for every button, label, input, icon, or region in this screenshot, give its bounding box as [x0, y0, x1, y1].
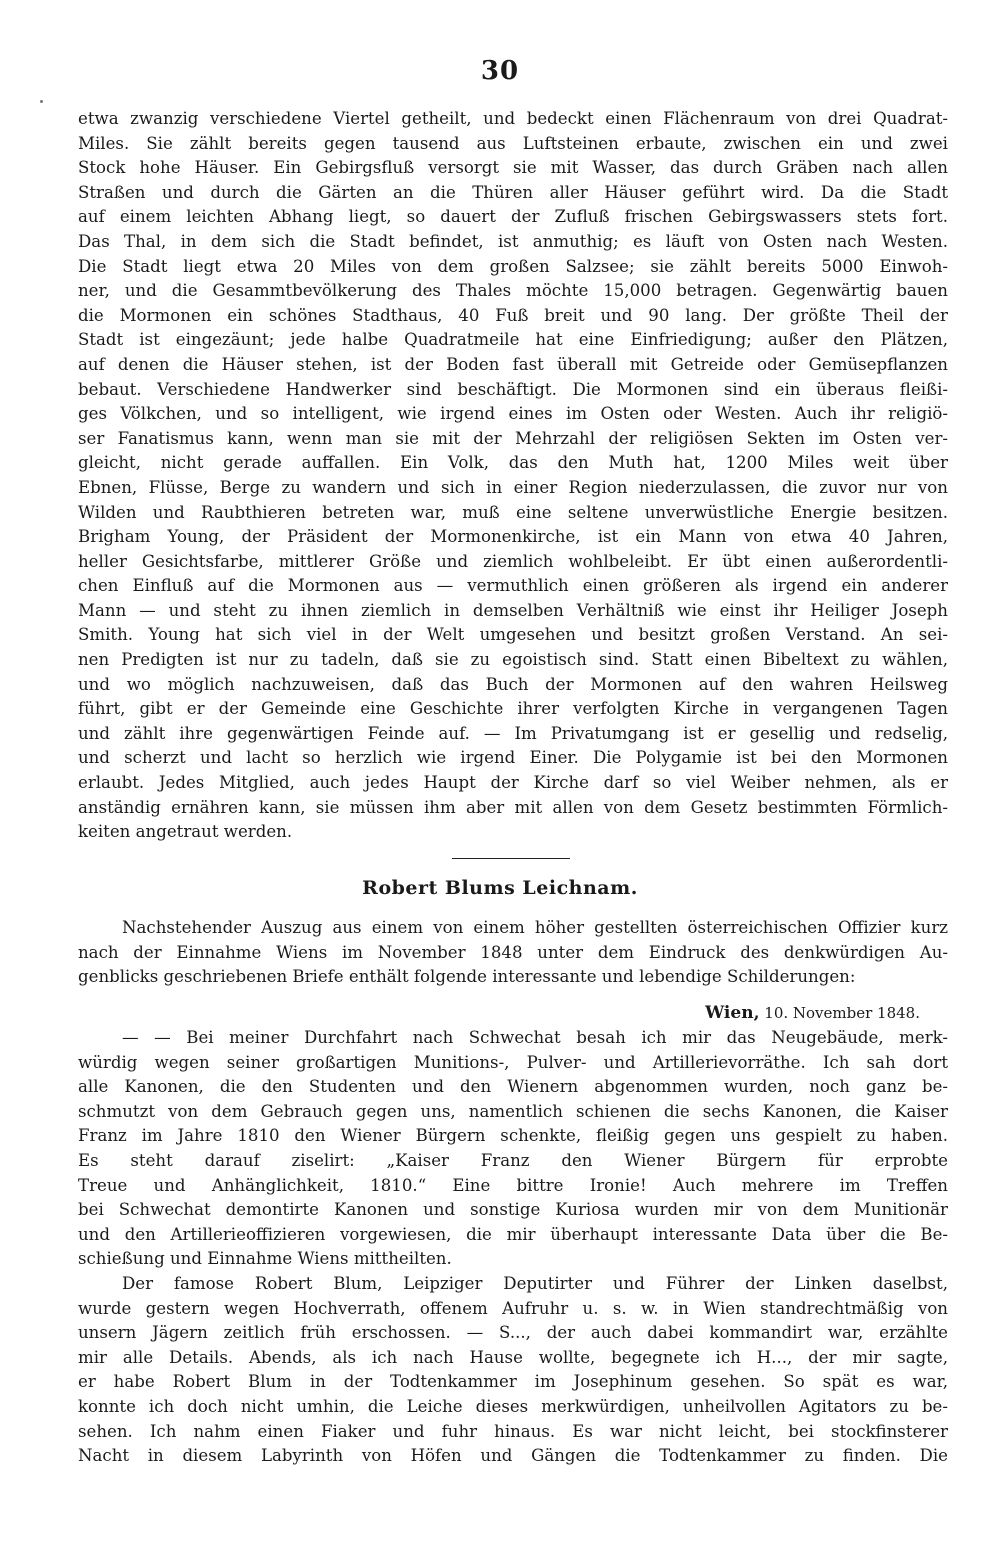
text-line: unsern Jägern zeitlich früh erschossen. — S..., der auch dabei kommandirt war, erzählte: [78, 1323, 948, 1343]
text-line: Der famose Robert Blum, Leipziger Deputirter und Führer der Linken daselbst,: [122, 1273, 948, 1293]
text-line: ges Völkchen, und so intelligent, wie irgend eines im Osten oder Westen. Auch ihr religiö-: [78, 404, 948, 424]
text-line: würdig wegen seiner großartigen Munitions-, Pulver- und Artillerievorräthe. Ich sah dort: [78, 1052, 948, 1072]
text-line: ner, und die Gesammtbevölkerung des Thales möchte 15,000 betragen. Gegenwärtig bauen: [78, 281, 948, 301]
text-line: Stadt ist eingezäunt; jede halbe Quadratmeile hat eine Einfriedigung; außer den Plätzen,: [78, 330, 948, 350]
text-line: auf denen die Häuser stehen, ist der Boden fast überall mit Getreide oder Gemüsepflanzen: [78, 354, 948, 374]
text-line: Treue und Anhänglichkeit, 1810.“ Eine bittre Ironie! Auch mehrere im Treffen: [78, 1175, 948, 1195]
text-line: Franz im Jahre 1810 den Wiener Bürgern schenkte, fleißig gegen uns gespielt zu haben.: [78, 1126, 948, 1146]
text-line: Miles. Sie zählt bereits gegen tausend aus Luftsteinen erbaute, zwischen ein und zwei: [78, 133, 948, 153]
letter-dateline: [705, 1003, 920, 1023]
text-line: führt, gibt er der Gemeinde eine Geschichte ihrer verfolgten Kirche in vergangenen Tagen: [78, 699, 948, 719]
text-line: und zählt ihre gegenwärtigen Feinde auf. — Im Privatumgang ist er gesellig und redselig,: [78, 723, 948, 743]
text-line: keiten angetraut werden.: [78, 822, 293, 842]
text-line: Es steht darauf ziselirt: „Kaiser Franz den Wiener Bürgern für erprobte: [78, 1150, 948, 1170]
text-line: Smith. Young hat sich viel in der Welt umgesehen und besitzt großen Verstand. An sei-: [78, 625, 948, 645]
section-divider: [452, 858, 570, 859]
text-line: er habe Robert Blum in der Todtenkammer im Josephinum gesehen. So spät es war,: [78, 1372, 948, 1392]
text-line: chen Einfluß auf die Mormonen aus — vermuthlich einen größeren als irgend ein anderer: [78, 576, 948, 596]
text-line: Nacht in diesem Labyrinth von Höfen und Gängen die Todtenkammer zu finden. Die: [78, 1446, 948, 1466]
article-continuation: [78, 107, 948, 845]
text-line: bei Schwechat demontirte Kanonen und sonstige Kuriosa wurden mir von dem Munitionär: [78, 1200, 948, 1220]
text-line: mir alle Details. Abends, als ich nach Hause wollte, begegnete ich H..., der mir sagte,: [78, 1347, 948, 1367]
text-line: Straßen und durch die Gärten an die Thüren aller Häuser geführt wird. Da die Stadt: [78, 182, 948, 202]
text-line: Nachstehender Auszug aus einem von einem höher gestellten österreichischen Offizier kurz: [122, 918, 948, 937]
text-line: Die Stadt liegt etwa 20 Miles von dem großen Salzsee; sie zählt bereits 5000 Einwoh-: [78, 256, 948, 276]
text-line: erlaubt. Jedes Mitglied, auch jedes Haupt der Kirche darf so viel Weiber nehmen, als er: [78, 773, 948, 793]
text-line: Ebnen, Flüsse, Berge zu wandern und sich in einer Region niederzulassen, die zuvor nur von: [78, 477, 948, 497]
text-line: auf einem leichten Abhang liegt, so dauert der Zufluß frischen Gebirgswassers stets fort.: [78, 207, 948, 227]
text-line: wurde gestern wegen Hochverrath, offenem Aufruhr u. s. w. in Wien standrechtmäßig von: [78, 1298, 948, 1318]
text-line: Das Thal, in dem sich die Stadt befindet, ist anmuthig; es läuft von Osten nach Westen.: [78, 231, 948, 251]
text-line: alle Kanonen, die den Studenten und den Wienern abgenommen wurden, noch ganz be-: [78, 1077, 948, 1097]
dateline-date: 10. November 1848.: [764, 1004, 920, 1022]
text-line: schießung und Einnahme Wiens mittheilten.: [78, 1249, 452, 1269]
text-line: nach der Einnahme Wiens im November 1848 unter dem Eindruck des denkwürdigen Au-: [78, 942, 948, 962]
text-line: Stock hohe Häuser. Ein Gebirgsfluß versorgt sie mit Wasser, das durch Gräben nach allen: [78, 158, 948, 178]
text-line: heller Gesichtsfarbe, mittlerer Größe und ziemlich wohlbeleibt. Er übt einen außerordentli-: [78, 551, 948, 571]
page-number: 30: [480, 56, 520, 86]
text-line: anständig ernähren kann, sie müssen ihm aber mit allen von dem Gesetz bestimmten Förmlich-: [78, 797, 948, 817]
letter-body: [78, 1026, 948, 1469]
text-line: und scherzt und lacht so herzlich wie irgend Einer. Die Polygamie ist bei den Mormonen: [78, 748, 948, 768]
text-line: die Mormonen ein schönes Stadthaus, 40 Fuß breit und 90 lang. Der größte Theil der: [78, 305, 948, 325]
text-line: und den Artillerieoffizieren vorgewiesen, die mir überhaupt interessante Data über die Be-: [78, 1224, 948, 1244]
text-line: konnte ich doch nicht umhin, die Leiche dieses merkwürdigen, unheilvollen Agitators zu be-: [78, 1396, 948, 1416]
article-heading: Robert Blums Leichnam.: [362, 877, 638, 899]
text-line: nen Predigten ist nur zu tadeln, daß sie zu egoistisch sind. Statt einen Bibeltext zu wählen,: [78, 650, 948, 670]
text-line: und wo möglich nachzuweisen, daß das Buch der Mormonen auf den wahren Heilsweg: [78, 674, 948, 694]
margin-mark: [40, 100, 43, 103]
text-line: sehen. Ich nahm einen Fiaker und fuhr hinaus. Es war nicht leicht, bei stockfinsterer: [78, 1421, 948, 1441]
text-line: gleicht, nicht gerade auffallen. Ein Volk, das den Muth hat, 1200 Miles weit über: [78, 453, 948, 473]
text-line: Brigham Young, der Präsident der Mormonenkirche, ist ein Mann von etwa 40 Jahren,: [78, 527, 948, 547]
text-line: etwa zwanzig verschiedene Viertel getheilt, und bedeckt einen Flächenraum von drei Quadrat-: [78, 109, 948, 128]
text-line: bebaut. Verschiedene Handwerker sind beschäftigt. Die Mormonen sind ein überaus fleißi-: [78, 379, 948, 399]
text-line: Wilden und Raubthieren betreten war, muß eine seltene unverwüstliche Energie besitzen.: [78, 502, 948, 522]
text-line: ser Fanatismus kann, wenn man sie mit der Mehrzahl der religiösen Sekten im Osten ver-: [78, 428, 948, 448]
text-line: — — Bei meiner Durchfahrt nach Schwechat besah ich mir das Neugebäude, merk-: [122, 1028, 948, 1047]
text-line: genblicks geschriebenen Briefe enthält folgende interessante und lebendige Schilderungen:: [78, 967, 856, 987]
article-intro: [78, 916, 948, 990]
text-line: Mann — und steht zu ihnen ziemlich in demselben Verhältniß wie einst ihr Heiliger Joseph: [78, 600, 948, 620]
dateline-place: Wien,: [705, 1003, 760, 1023]
text-line: schmutzt von dem Gebrauch gegen uns, namentlich schienen die sechs Kanonen, die Kaiser: [78, 1101, 948, 1121]
